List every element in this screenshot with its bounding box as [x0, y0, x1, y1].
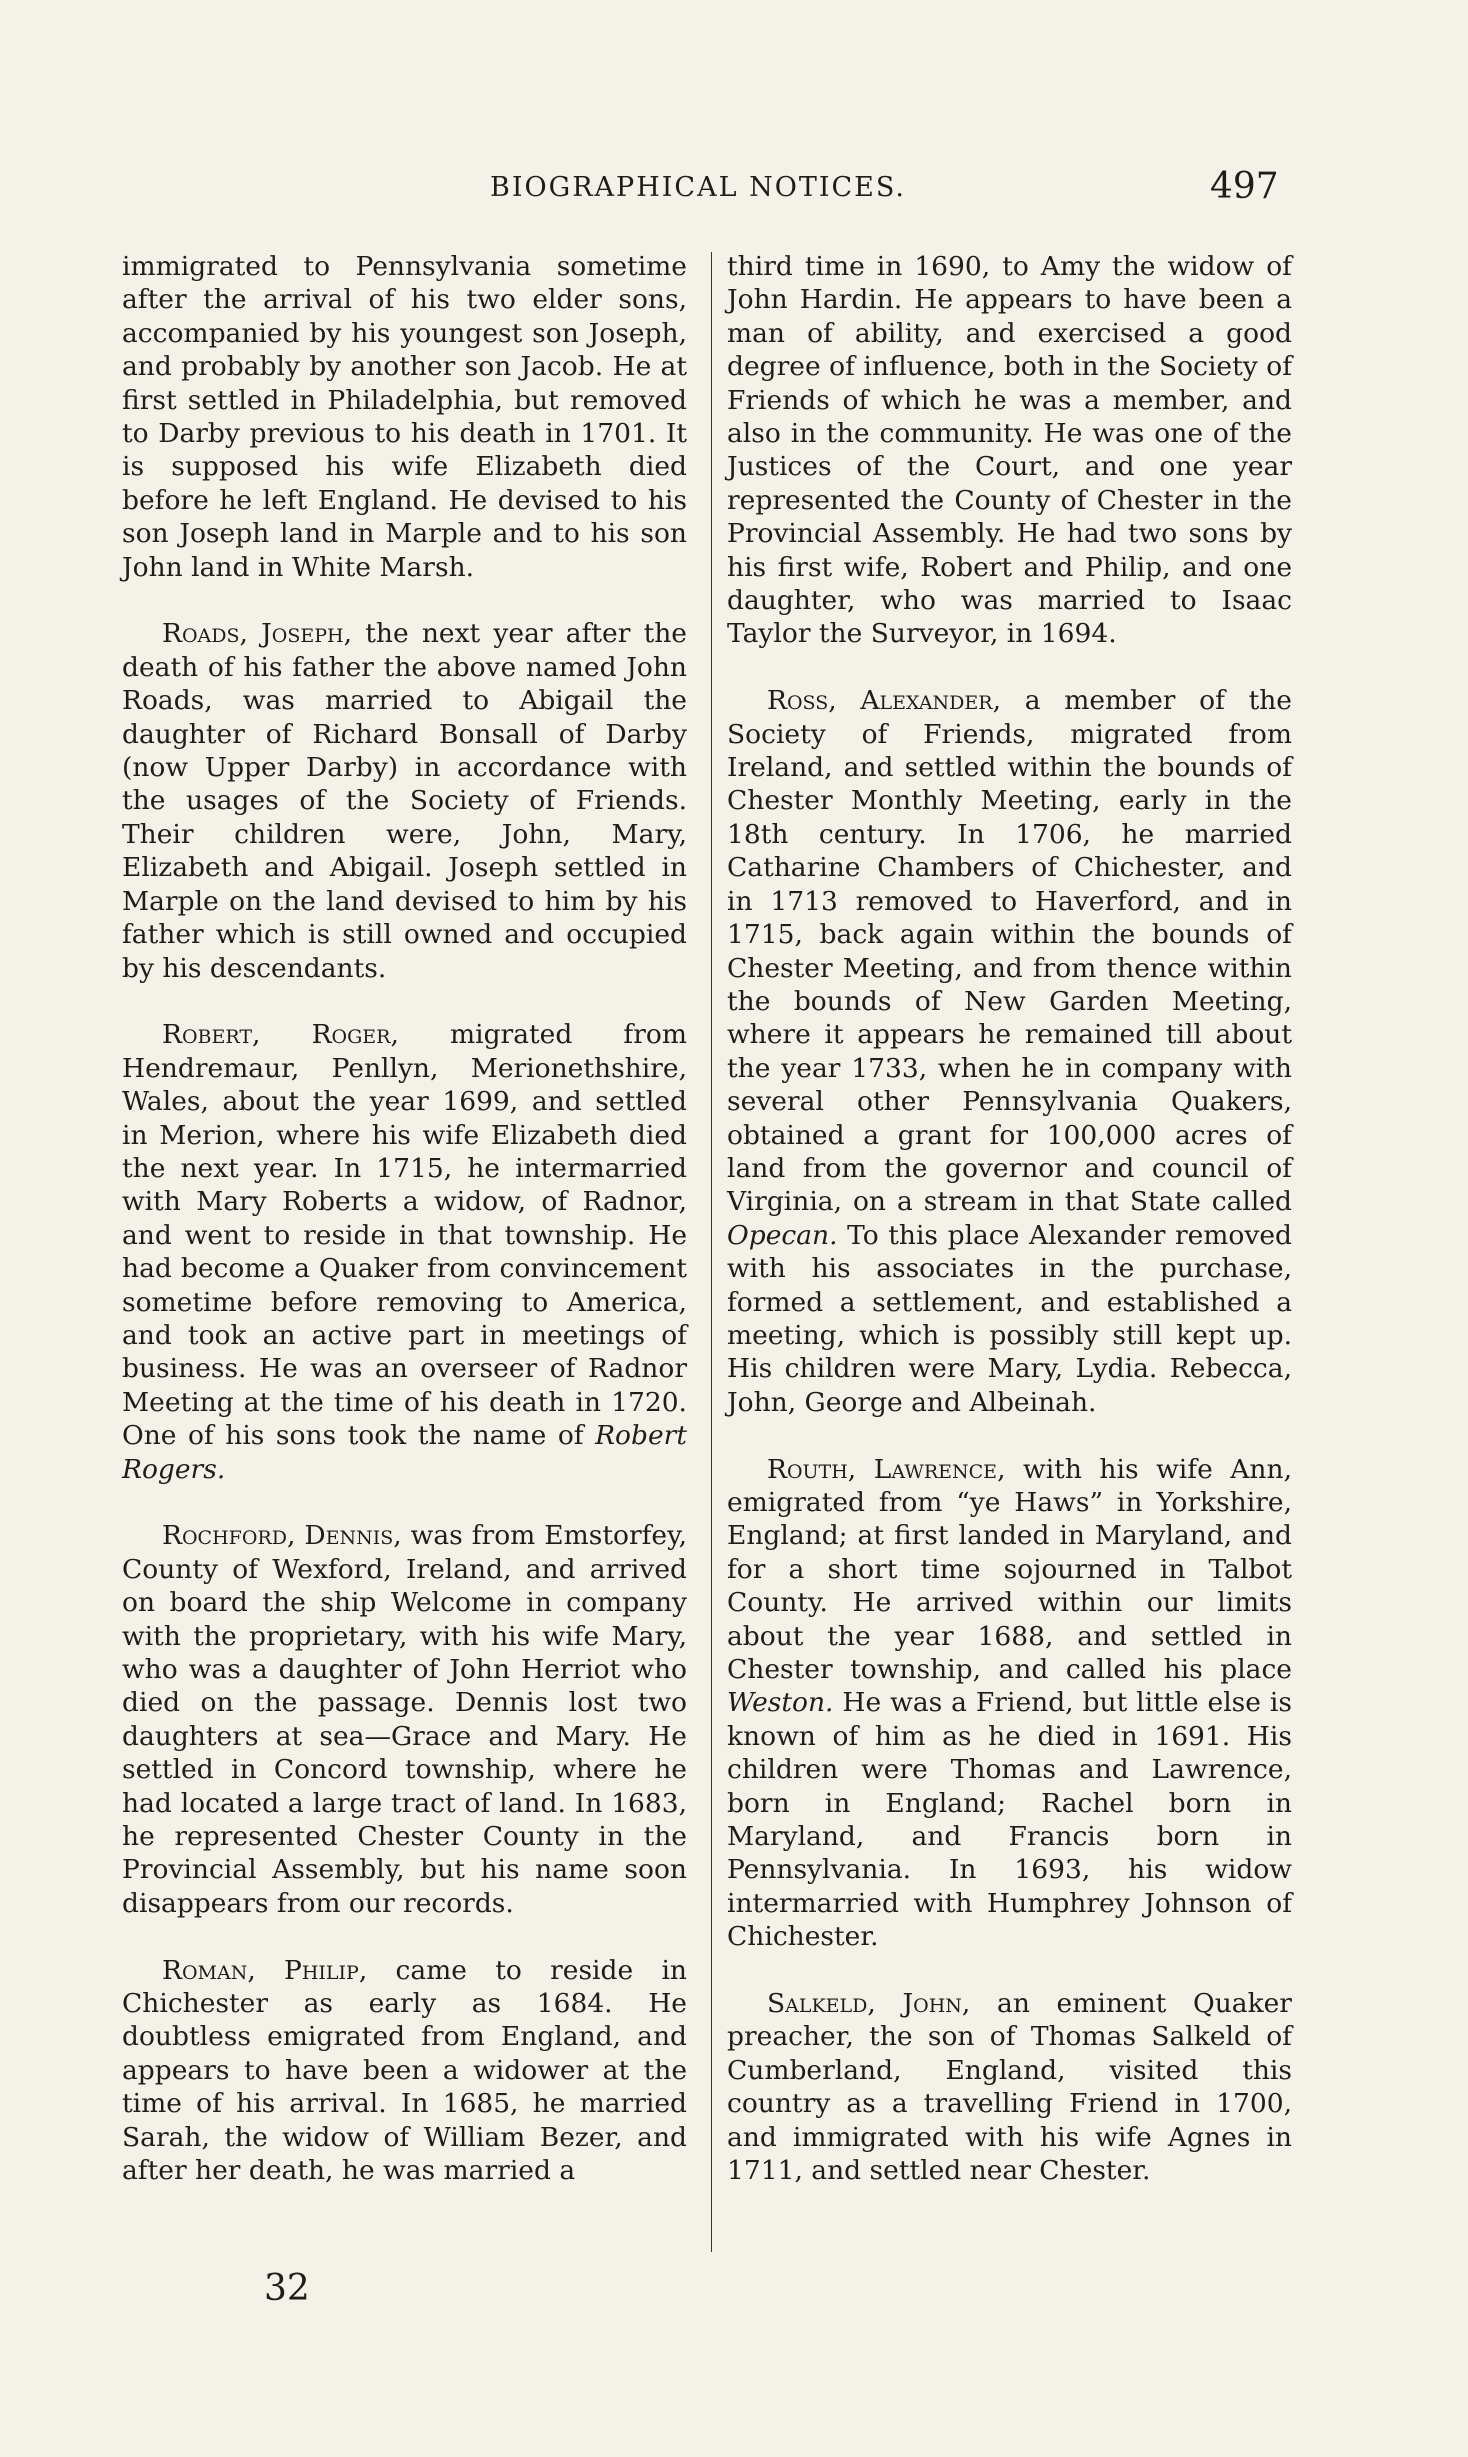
entry-salkeld-john: Salkeld, John, an eminent Quaker preacher, the son of Thomas Salkeld of Cumberland, England, visited this country as a travelling Friend in 1700, and immigrated with his wife Agnes in 1711, and settled near Chester.	[727, 1988, 1292, 2187]
entry-text: , the next year after the death of his father the above named John Roads, was married to Abigail the daughter of Richard Bonsall of Darby (now Upper Darby) in accordance with the usages of the Society of Friends. Their children were, John, Mary, Elizabeth and Abigail. Joseph settled in Marple on the land devised to him by his father which is still owned and occupied by his descendants.	[122, 618, 687, 984]
entry-surname: Roads	[162, 618, 240, 650]
entry-text: , migrated from Hendremaur, Penllyn, Merionethshire, Wales, about the year 1699, and settled in Merion, where his wife Elizabeth died the next year. In 1715, he intermarried with Mary Roberts a widow, of Radnor, and went to reside in that township. He had become a Quaker from convincement sometime before removing to America, and took an active part in meetings of business. He was an overseer of Radnor Meeting at the time of his death in 1720. One of his sons took the name of	[122, 1019, 687, 1452]
entry-surname: Ross	[767, 685, 829, 717]
entry-given-name: Lawrence	[873, 1453, 998, 1485]
entry-text-after: He was a Friend, but little else is known of him as he died in 1691. His children were Thomas and Lawrence, born in England; Rachel born in Maryland, and Francis born in Pennsylvania. In 1693, his widow intermarried with Humphrey Johnson of Chichester.	[727, 1687, 1292, 1953]
entry-ross-alexander: Ross, Alexander, a member of the Society of Friends, migrated from Ireland, and settled within the bounds of Chester Monthly Meeting, early in the 18th century. In 1706, he married Catharine Chambers of Chichester, and in 1713 removed to Haverford, and in 1715, back again within the bounds of Chester Meeting, and from thence within the bounds of New Garden Meeting, where it appears he remained till about the year 1733, when he in company with several other Pennsylvania Quakers, obtained a grant for 100,000 acres of land from the governor and council of Virginia, on a stream in that State called Opecan. To this place Alexander removed with his associates in the purchase, formed a settlement, and established a meeting, which is possibly still kept up. His children were Mary, Lydia. Rebecca, John, George and Albeinah.	[727, 685, 1292, 1418]
entry-text: , a member of the Society of Friends, migrated from Ireland, and settled within the bounds of Chester Monthly Meeting, early in the 18th century. In 1706, he married Catharine Chambers of Chichester, and in 1713 removed to Haverford, and in 1715, back again within the bounds of Chester Meeting, and from thence within the bounds of New Garden Meeting, where it appears he remained till about the year 1733, when he in company with several other Pennsylvania Quakers, obtained a grant for 100,000 acres of land from the governor and council of Virginia, on a stream in that State called	[727, 685, 1292, 1218]
entry-given-name: Roger	[311, 1019, 391, 1051]
entry-surname: Roman	[162, 1954, 248, 1986]
left-continuation-paragraph: immigrated to Pennsylvania sometime after the arrival of his two elder sons, accompanied by his youngest son Joseph, and probably by another son Jacob. He at first settled in Philadelphia, but removed to Darby previous to his death in 1701. It is supposed his wife Elizabeth died before he left England. He devised to his son Joseph land in Marple and to his son John land in White Marsh.	[122, 251, 687, 583]
right-continuation-paragraph: third time in 1690, to Amy the widow of John Hardin. He appears to have been a man of ability, and exercised a good degree of influence, both in the Society of Friends of which he was a member, and also in the community. He was one of the Justices of the Court, and one year represented the County of Chester in the Provincial Assembly. He had two sons by his first wife, Robert and Philip, and one daughter, who was married to Isaac Taylor the Surveyor, in 1694.	[727, 251, 1292, 650]
entry-given-name: Philip	[284, 1954, 359, 1986]
entry-italic-place: Weston.	[727, 1687, 834, 1719]
entry-text-after: To this place Alexander removed with his associates in the purchase, formed a settlement, and established a meeting, which is possibly still kept up. His children were Mary, Lydia. Rebecca, John, George and Albeinah.	[727, 1219, 1292, 1418]
entry-italic-place: Opecan.	[727, 1219, 838, 1251]
entry-given-name: Dennis	[304, 1520, 394, 1552]
entry-given-name: John	[902, 1988, 962, 2020]
column-divider	[711, 252, 712, 2252]
left-column	[122, 250, 687, 2188]
entry-italic-name: Robert Rogers.	[122, 1420, 687, 1485]
entry-text: , came to reside in Chichester as early as 1684. He doubtless emigrated from England, and appears to have been a widower at the time of his arrival. In 1685, he married Sarah, the widow of William Bezer, and after her death, he was married a	[122, 1954, 687, 2187]
entry-text: , an eminent Quaker preacher, the son of Thomas Salkeld of Cumberland, England, visited this country as a travelling Friend in 1700, and immigrated with his wife Agnes in 1711, and settled near Chester.	[727, 1988, 1292, 2187]
entry-given-name: Alexander	[860, 685, 993, 717]
entry-surname: Routh	[767, 1453, 848, 1485]
running-head: BIOGRAPHICAL NOTICES.	[490, 172, 907, 203]
entry-text: , was from Emstorfey, County of Wexford, Ireland, and arrived on board the ship Welcome in company with the proprietary, with his wife Mary, who was a daughter of John Herriot who died on the passage. Dennis lost two daughters at sea—Grace and Mary. He settled in Concord township, where he had located a large tract of land. In 1683, he represented Chester County in the Provincial Assembly, but his name soon disappears from our records.	[122, 1520, 687, 1919]
entry-given-name: Joseph	[261, 618, 344, 650]
right-column	[727, 250, 1292, 2188]
entry-surname: Rochford	[162, 1520, 287, 1552]
entry-robert-roger: Robert, Roger, migrated from Hendremaur, Penllyn, Merionethshire, Wales, about the year 1699, and settled in Merion, where his wife Elizabeth died the next year. In 1715, he intermarried with Mary Roberts a widow, of Radnor, and went to reside in that township. He had become a Quaker from convincement sometime before removing to America, and took an active part in meetings of business. He was an overseer of Radnor Meeting at the time of his death in 1720. One of his sons took the name of Robert Rogers.	[122, 1019, 687, 1485]
signature-mark: 32	[264, 2268, 310, 2309]
entry-rochford-dennis: Rochford, Dennis, was from Emstorfey, County of Wexford, Ireland, and arrived on board the ship Welcome in company with the proprietary, with his wife Mary, who was a daughter of John Herriot who died on the passage. Dennis lost two daughters at sea—Grace and Mary. He settled in Concord township, where he had located a large tract of land. In 1683, he represented Chester County in the Provincial Assembly, but his name soon disappears from our records.	[122, 1520, 687, 1919]
entry-surname: Salkeld	[767, 1988, 868, 2020]
page-number: 497	[1210, 166, 1279, 207]
entry-roman-philip: Roman, Philip, came to reside in Chichester as early as 1684. He doubtless emigrated from England, and appears to have been a widower at the time of his arrival. In 1685, he married Sarah, the widow of William Bezer, and after her death, he was married a	[122, 1954, 687, 2187]
entry-roads-joseph: Roads, Joseph, the next year after the death of his father the above named John Roads, was married to Abigail the daughter of Richard Bonsall of Darby (now Upper Darby) in accordance with the usages of the Society of Friends. Their children were, John, Mary, Elizabeth and Abigail. Joseph settled in Marple on the land devised to him by his father which is still owned and occupied by his descendants.	[122, 618, 687, 984]
entry-text: , with his wife Ann, emigrated from “ye Haws” in Yorkshire, England; at first landed in Maryland, and for a short time sojourned in Talbot County. He arrived within our limits about the year 1688, and settled in Chester township, and called his place	[727, 1453, 1292, 1686]
entry-surname: Robert	[162, 1019, 253, 1051]
entry-routh-lawrence: Routh, Lawrence, with his wife Ann, emigrated from “ye Haws” in Yorkshire, England; at first landed in Maryland, and for a short time sojourned in Talbot County. He arrived within our limits about the year 1688, and settled in Chester township, and called his place Weston. He was a Friend, but little else is known of him as he died in 1691. His children were Thomas and Lawrence, born in England; Rachel born in Maryland, and Francis born in Pennsylvania. In 1693, his widow intermarried with Humphrey Johnson of Chichester.	[727, 1453, 1292, 1953]
